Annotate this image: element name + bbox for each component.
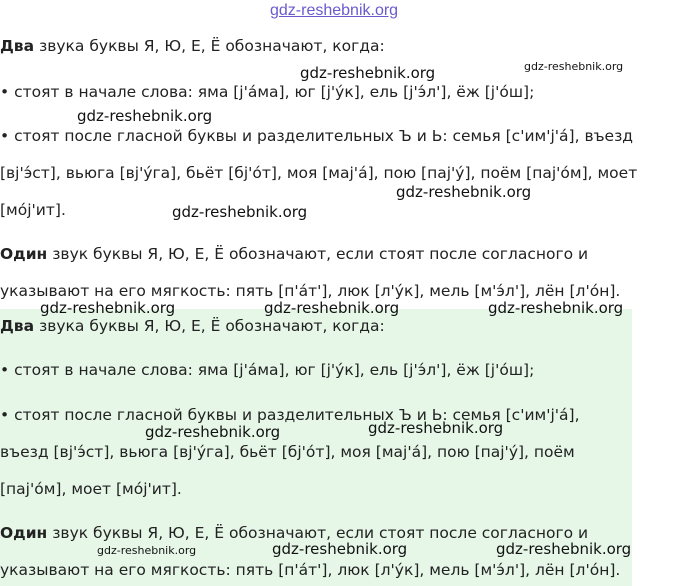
- watermark: gdz-reshebnik.org: [524, 60, 624, 73]
- watermark: gdz-reshebnik.org: [97, 544, 197, 557]
- watermark: gdz-reshebnik.org: [264, 299, 400, 317]
- text-line: указывают на его мягкость: пять [п'áт'], люк [л'ýк], мель [м'э́л'], лён [л'óн].: [0, 282, 621, 300]
- watermark: gdz-reshebnik.org: [368, 419, 504, 437]
- text-line: • стоят в начале слова: яма [j'áма], юг [j'ýк], ель [j'э́л'], ёж [j'óш];: [0, 83, 535, 101]
- text-line: • стоят в начале слова: яма [j'áма], юг [j'ýк], ель [j'э́л'], ёж [j'óш];: [0, 361, 535, 379]
- watermark: gdz-reshebnik.org: [145, 423, 281, 441]
- text-line: • стоят после гласной буквы и разделительных Ъ и Ь: семья [с'им'j'á],: [0, 406, 580, 424]
- text-line: [мój'ит].: [0, 201, 66, 219]
- site-link[interactable]: gdz-reshebnik.org: [270, 2, 399, 19]
- watermark: gdz-reshebnik.org: [496, 540, 632, 558]
- watermark: gdz-reshebnik.org: [488, 299, 624, 317]
- text-line: указывают на его мягкость: пять [п'áт'], люк [л'ýк], мель [м'э́л'], лён [л'óн].: [0, 561, 621, 579]
- text-line: [вj'э́ст], вьюга [вj'ýга], бьёт [бj'óт], моя [маj'á], пою [паj'ý], поём [паj'óм], моет: [0, 164, 638, 182]
- text-line: Два звука буквы Я, Ю, Е, Ё обозначают, когда:: [0, 37, 385, 55]
- text-line: Один звук буквы Я, Ю, Е, Ё обозначают, если стоят после согласного и: [0, 524, 589, 542]
- watermark: gdz-reshebnik.org: [40, 299, 176, 317]
- text-line: Один звук буквы Я, Ю, Е, Ё обозначают, если стоят после согласного и: [0, 245, 589, 263]
- text-line: Два звука буквы Я, Ю, Е, Ё обозначают, когда:: [0, 317, 385, 335]
- watermark: gdz-reshebnik.org: [172, 203, 308, 221]
- watermark: gdz-reshebnik.org: [77, 107, 213, 125]
- text-line: [паj'óм], моет [мój'ит].: [0, 480, 182, 498]
- watermark: gdz-reshebnik.org: [396, 183, 532, 201]
- watermark: gdz-reshebnik.org: [272, 540, 408, 558]
- text-line: въезд [вj'э́ст], вьюга [вj'ýга], бьёт [бj'óт], моя [маj'á], пою [паj'ý], поём: [0, 443, 575, 461]
- text-line: • стоят после гласной буквы и разделительных Ъ и Ь: семья [с'им'j'á], въезд: [0, 127, 634, 145]
- watermark: gdz-reshebnik.org: [300, 64, 436, 82]
